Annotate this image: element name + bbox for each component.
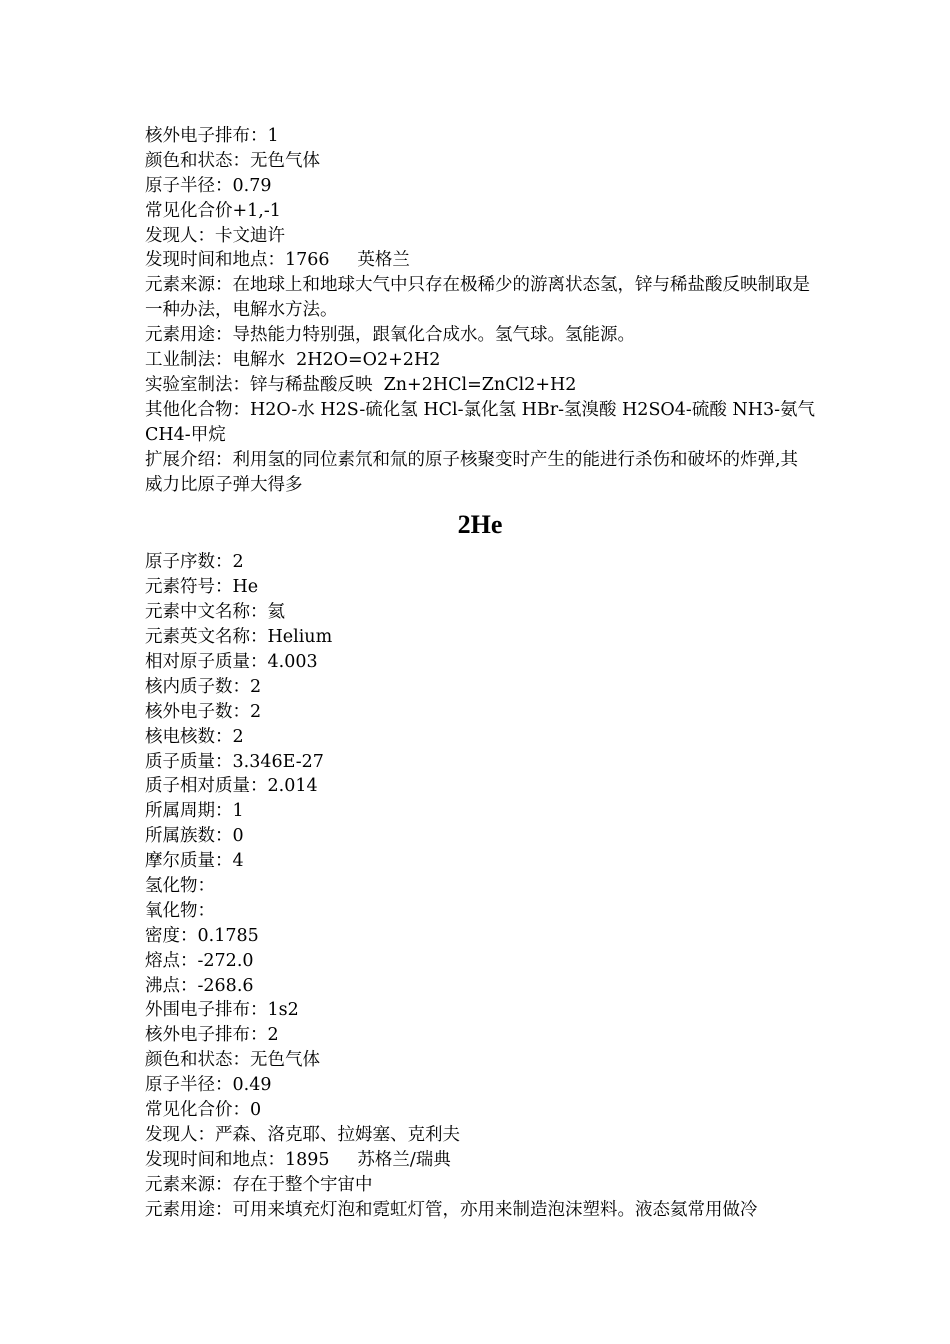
text-line: 原子半径：0.79 — [145, 175, 272, 196]
property-line: 常见化合价：0 — [145, 1100, 262, 1121]
property-line: 摩尔质量：4 — [145, 851, 244, 872]
property-line: 氧化物： — [145, 900, 215, 921]
property-line: 发现时间和地点：1895 苏格兰/瑞典 — [145, 1149, 451, 1170]
property-line: 核外电子数：2 — [145, 701, 262, 722]
text-paragraph: 其他化合物：H2O-水 H2S-硫化氢 HCl-氯化氢 HBr-氢溴酸 H2SO4-硫酸 NH3-氨气 CH4-甲烷 — [145, 399, 816, 445]
property-line: 核电核数：2 — [145, 726, 244, 747]
text-line: 常见化合价+1,-1 — [145, 200, 281, 221]
property-line: 发现人：严森、洛克耶、拉姆塞、克利夫 — [145, 1124, 460, 1145]
property-line: 氢化物： — [145, 876, 215, 897]
property-line: 相对原子质量：4.003 — [145, 652, 318, 673]
property-line: 颜色和状态：无色气体 — [145, 1050, 320, 1071]
property-line: 元素用途：可用来填充灯泡和霓虹灯管，亦用来制造泡沫塑料。液态氦常用做冷 — [145, 1199, 758, 1220]
text-paragraph: 扩展介绍：利用氢的同位素氘和氚的原子核聚变时产生的能进行杀伤和破坏的炸弹,其威力比原子弹大得多 — [145, 449, 799, 495]
text-line: 核外电子排布：1 — [145, 126, 279, 146]
document-page — [145, 124, 815, 1223]
property-line: 质子质量：3.346E-27 — [145, 751, 324, 772]
property-line: 外围电子排布：1s2 — [145, 1000, 299, 1021]
property-line: 熔点：-272.0 — [145, 950, 254, 971]
property-line: 元素来源：存在于整个宇宙中 — [145, 1174, 373, 1195]
property-line: 所属周期：1 — [145, 801, 244, 822]
text-line: 元素用途：导热能力特别强，跟氧化合成水。氢气球。氢能源。 — [145, 325, 635, 346]
helium-properties — [145, 550, 815, 1222]
property-line: 沸点：-268.6 — [145, 975, 254, 996]
property-line: 所属族数：0 — [145, 826, 244, 847]
property-line: 密度：0.1785 — [145, 925, 259, 946]
section-heading: 2He — [457, 510, 503, 540]
text-line: 颜色和状态：无色气体 — [145, 150, 320, 171]
property-line: 核外电子排布：2 — [145, 1025, 279, 1046]
text-line: 发现人：卡文迪许 — [145, 225, 285, 246]
property-line: 元素中文名称：氦 — [145, 602, 285, 623]
property-line: 元素符号：He — [145, 577, 259, 598]
text-paragraph: 元素来源：在地球上和地球大气中只存在极稀少的游离状态氢，锌与稀盐酸反映制取是一种办法，电解水方法。 — [145, 275, 810, 321]
text-line: 实验室制法：锌与稀盐酸反映 Zn+2HCl=ZnCl2+H2 — [145, 374, 577, 395]
property-line: 质子相对质量：2.014 — [145, 776, 318, 797]
text-line: 工业制法：电解水 2H2O=O2+2H2 — [145, 350, 441, 371]
text-line: 发现时间和地点：1766 英格兰 — [145, 250, 410, 271]
property-line: 原子序数：2 — [145, 552, 244, 573]
property-line: 核内质子数：2 — [145, 676, 262, 697]
property-line: 原子半径：0.49 — [145, 1075, 272, 1096]
property-line: 元素英文名称：Helium — [145, 627, 333, 648]
